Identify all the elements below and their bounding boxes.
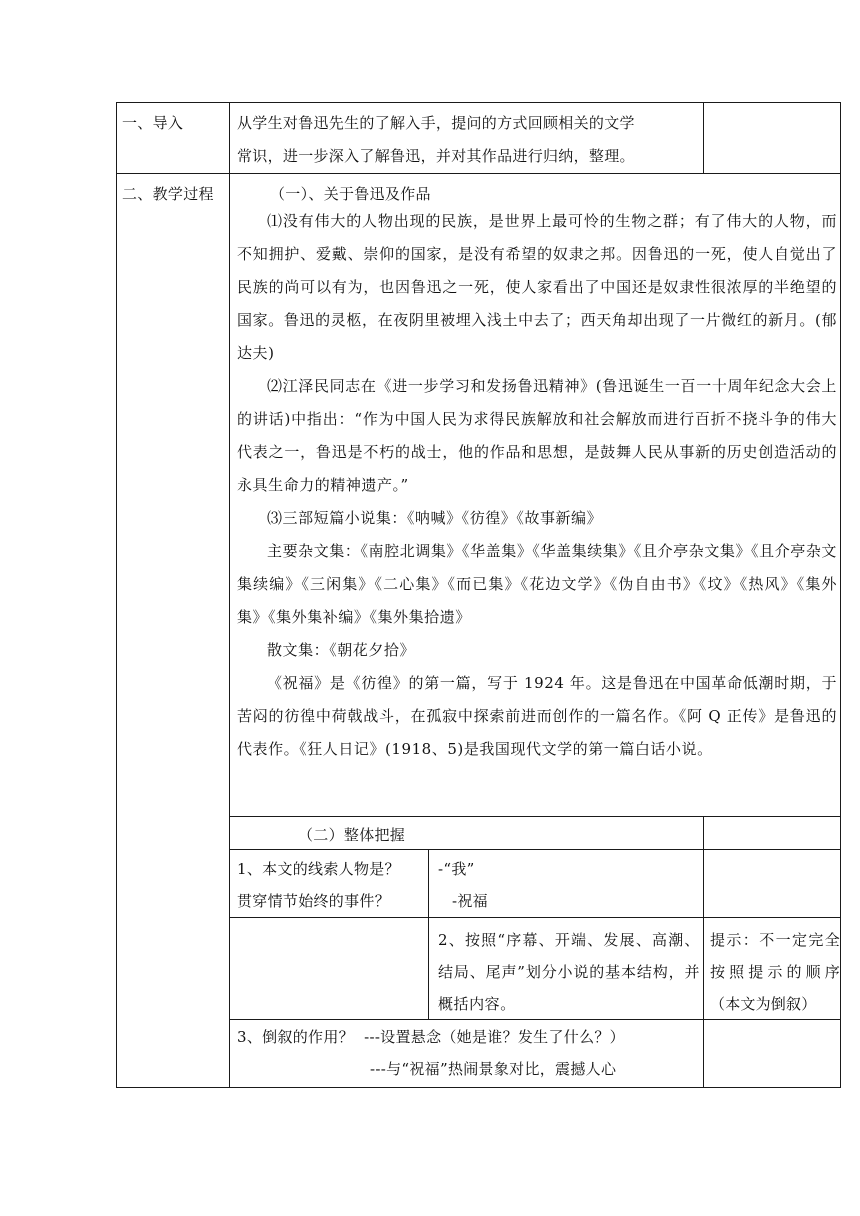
section1-paragraph-6: 《祝福》是《彷徨》的第一篇，写于 1924 年。这是鲁迅在中国革命低潮时期，于苦闷的彷徨中荷戟战斗，在孤寂中探索前进而创作的一篇名作。《阿 Q 正传》是鲁迅的代表作。《狂人日记》(1918、5)是我国现代文学的第一篇白话小说。 — [237, 674, 837, 758]
q2-question: 2、按照“序幕、开端、发展、高潮、结局、尾声”划分小说的基本结构，并概括内容。 — [438, 931, 700, 1013]
process-label: 二、教学过程 — [122, 185, 214, 203]
row-divider-intro — [116, 173, 840, 174]
section1-paragraph-2: ⑵江泽民同志在《进一步学习和发扬鲁迅精神》(鲁迅诞生一百一十周年纪念大会上的讲话)中指出：“作为中国人民为求得民族解放和社会解放而进行百折不挠斗争的伟大代表之一，鲁迅是不朽的战士，他的作品和思想，是鼓舞人民从事新的历史创造活动的永具生命力的精神遗产。” — [237, 377, 837, 494]
table-border-top — [116, 102, 840, 103]
row-divider-q2 — [229, 917, 840, 918]
q3-line-2: ---与“祝福”热闹景象对比，震撼人心 — [370, 1060, 617, 1078]
q1-question-line-2: 贯穿情节始终的事件？ — [237, 892, 391, 910]
section1-paragraph-1: ⑴没有伟大的人物出现的民族，是世界上最可怜的生物之群；有了伟大的人物，而不知拥护、爱戴、崇仰的国家，是没有希望的奴隶之邦。因鲁迅的一死，使人自觉出了民族的尚可以有为，也因鲁迅之一死，使人家看出了中国还是奴隶性很浓厚的半绝望的国家。鲁迅的灵柩，在夜阴里被埋入浅土中去了；西天角却出现了一片微红的新月。(郁达夫) — [237, 212, 837, 362]
row-divider-q1 — [229, 849, 840, 850]
section2-heading: （二）整体把握 — [298, 826, 406, 844]
intro-line-1: 从学生对鲁迅先生的了解入手，提问的方式回顾相关的文学 — [237, 114, 635, 132]
section1-paragraph-3: ⑶三部短篇小说集：《呐喊》《彷徨》《故事新编》 — [267, 509, 603, 527]
section1-heading: （一）、关于鲁迅及作品 — [270, 185, 431, 203]
table-border-right — [840, 102, 841, 1088]
q1-answer-line-2: -祝福 — [452, 892, 488, 910]
row-divider-section2 — [229, 816, 840, 817]
col-divider-right-lower — [703, 816, 704, 1088]
col-divider-right-intro — [703, 102, 704, 174]
q1-question-line-1: 1、本文的线索人物是？ — [237, 860, 400, 878]
section1-paragraph-4: 主要杂文集：《南腔北调集》《华盖集》《华盖集续集》《且介亭杂文集》《且介亭杂文集续编》《三闲集》《二心集》《而已集》《花边文学》《伪自由书》《坟》《热风》《集外集》《集外集补编》《集外集拾遗》 — [237, 542, 837, 626]
section1-paragraph-5: 散文集：《朝花夕拾》 — [267, 641, 416, 659]
table-border-bottom — [116, 1087, 840, 1088]
intro-line-2: 常识，进一步深入了解鲁迅，并对其作品进行归纳，整理。 — [237, 147, 635, 165]
table-border-left — [116, 102, 117, 1088]
col-divider-label — [229, 102, 230, 1088]
q2-hint: 提示：不一定完全按照提示的顺序（本文为倒叙） — [710, 931, 840, 1013]
intro-label: 一、导入 — [122, 114, 184, 132]
q3-line-1: 3、倒叙的作用？ ---设置悬念（她是谁？发生了什么？） — [237, 1028, 625, 1046]
q1-answer-line-1: -“我” — [438, 860, 475, 878]
section1-body — [237, 205, 837, 766]
col-divider-mid — [428, 849, 429, 1020]
